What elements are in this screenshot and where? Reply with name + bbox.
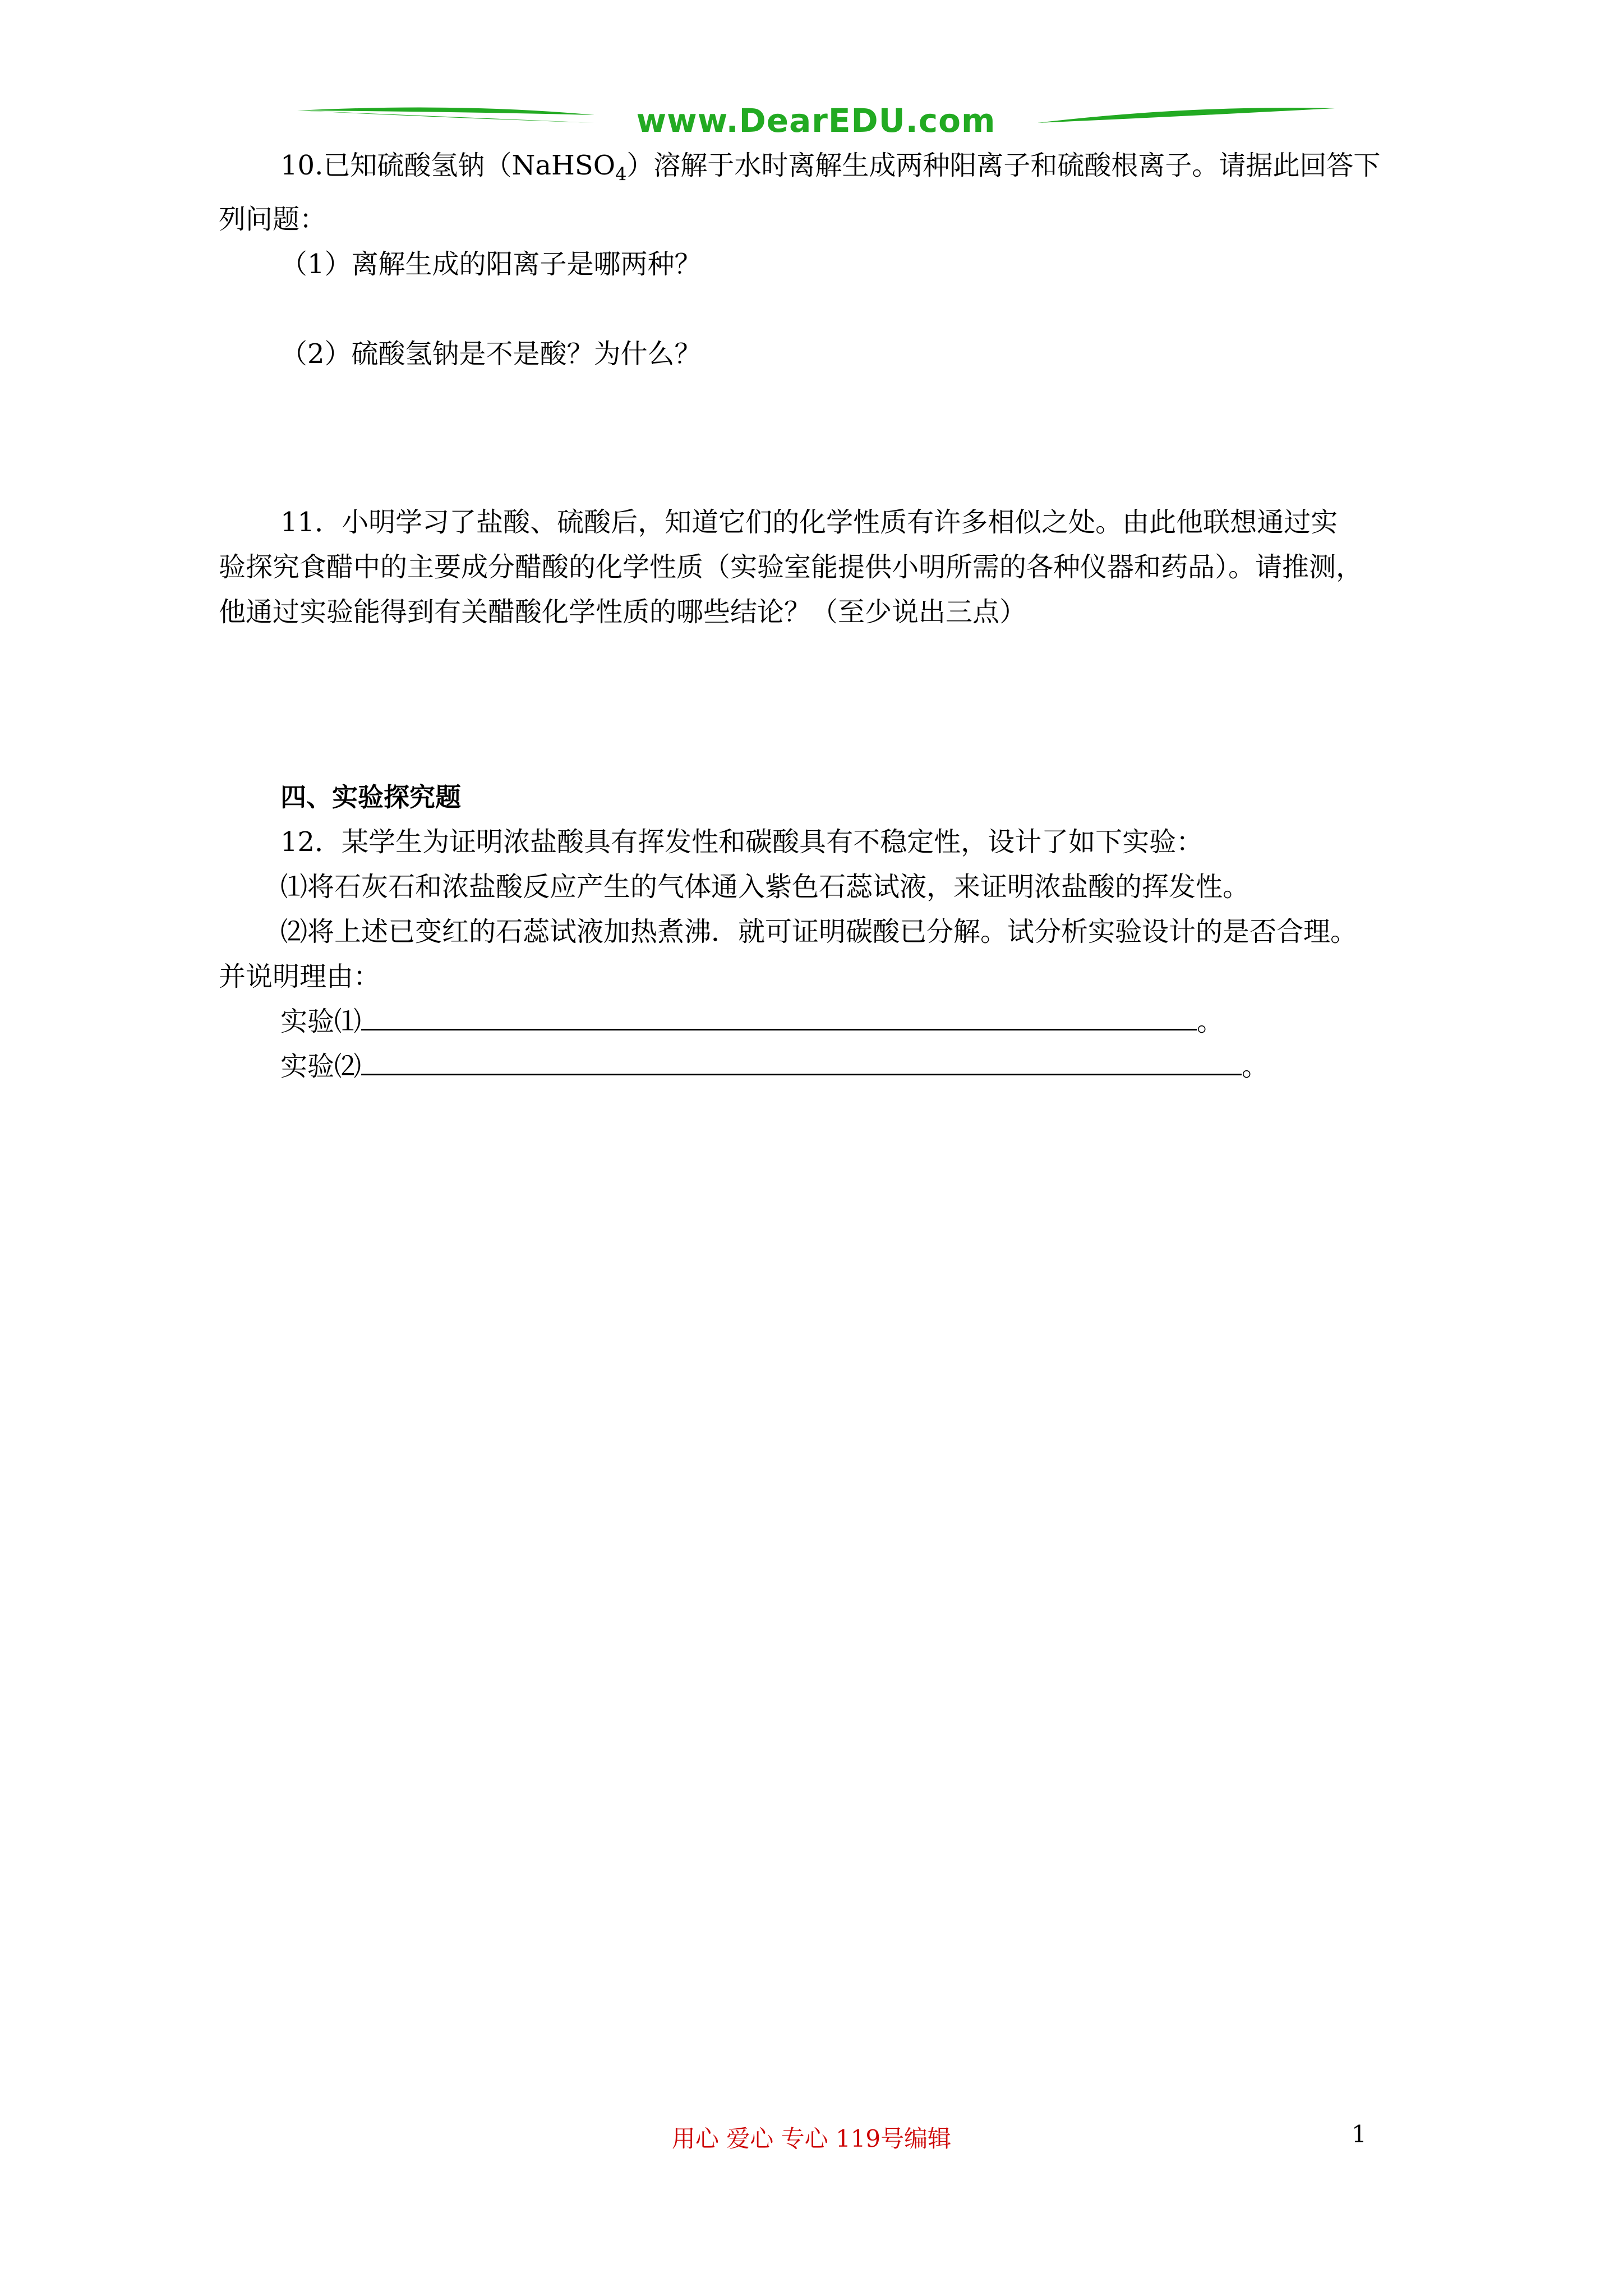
answer2-label: 实验⑵ [280, 1050, 362, 1082]
answer1-period: 。 [1197, 1005, 1224, 1037]
page-number: 1 [1352, 2120, 1367, 2148]
answer2-period: 。 [1242, 1050, 1269, 1082]
q12-line2: ⑴将石灰石和浓盐酸反应产生的气体通入紫色石蕊试液，来证明浓盐酸的挥发性。 [280, 871, 1250, 903]
answer1-blank[interactable] [361, 1000, 1197, 1030]
answer-row-2 [219, 1044, 1419, 1089]
answer2-blank[interactable] [361, 1045, 1242, 1075]
header-logo [292, 98, 1340, 149]
q11-line1: 11．小明学习了盐酸、硫酸后，知道它们的化学性质有许多相似之处。由此他联想通过实 [280, 506, 1338, 538]
q12-line3: ⑵将上述已变红的石蕊试液加热煮沸．就可证明碳酸已分解。试分析实验设计的是否合理。 [280, 915, 1358, 947]
q10-intro [219, 143, 1419, 197]
q10-part1: （1）离解生成的阳离子是哪两种？ [280, 248, 702, 280]
answer1-label: 实验⑴ [280, 1005, 362, 1037]
answer-row-1 [219, 999, 1419, 1044]
document-body [219, 143, 1419, 1089]
section-title: 四、实验探究题 [280, 781, 461, 812]
q10-intro-cont: 列问题： [219, 203, 327, 235]
footer-text: 用心 爱心 专心 119号编辑 [671, 2125, 952, 2152]
q11-line3: 他通过实验能得到有关醋酸化学性质的哪些结论？（至少说出三点） [219, 596, 1027, 628]
q10-part2: （2）硫酸氢钠是不是酸？为什么？ [280, 338, 702, 370]
q10-intro-b: ）溶解于水时离解生成两种阳离子和硫酸根离子。请据此回答下 [626, 150, 1381, 181]
q12-line1: 12．某学生为证明浓盐酸具有挥发性和碳酸具有不稳定性，设计了如下实验： [280, 826, 1204, 858]
logo-text: www.DearEDU.com [636, 102, 996, 140]
q10-intro-sub: 4 [615, 163, 627, 185]
q12-line4: 并说明理由： [219, 960, 381, 992]
q10-intro-a: 10.已知硫酸氢钠（NaHSO [280, 150, 616, 181]
q11-line2: 验探究食醋中的主要成分醋酸的化学性质（实验室能提供小明所需的各种仪器和药品）。请推测， [219, 551, 1363, 583]
